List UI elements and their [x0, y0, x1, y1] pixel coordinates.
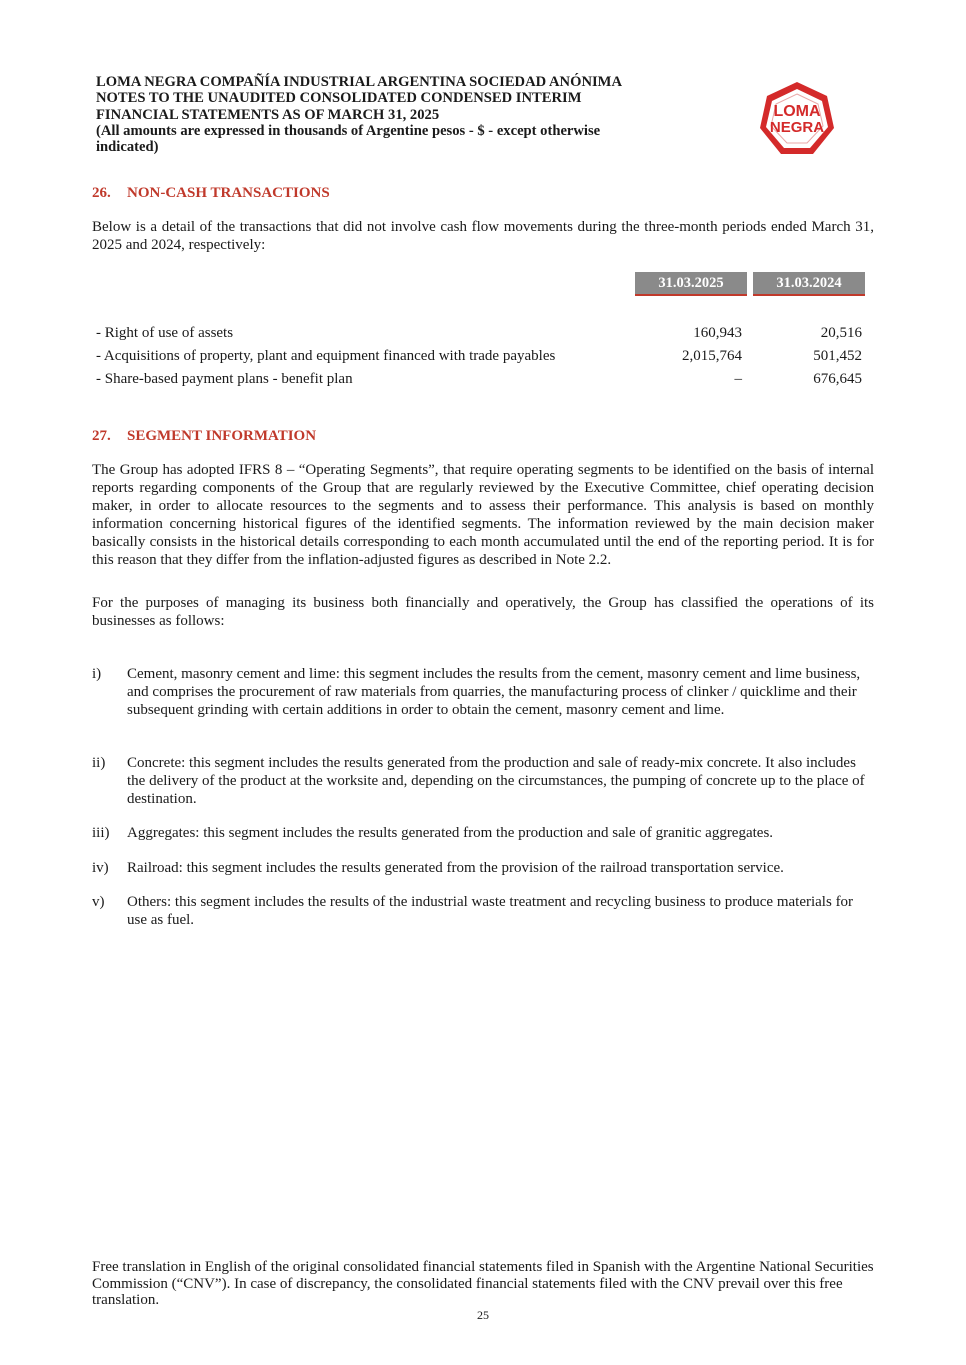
table-row [96, 346, 862, 366]
row-value-2024: 676,645 [813, 371, 862, 387]
row-value-2024: 20,516 [820, 325, 862, 341]
section-26-intro: Below is a detail of the transactions that did not involve cash flow movements during the three-month periods ended March 31, 2025 and 2024, respectively: [92, 219, 874, 253]
row-value-2024: 501,452 [813, 348, 862, 364]
list-item [92, 859, 874, 877]
page-number: 25 [477, 1308, 489, 1322]
section-27-number: 27. [92, 428, 111, 444]
row-value-2025: – [734, 371, 742, 387]
list-item-text: Aggregates: this segment includes the results generated from the production and sale of granitic aggregates. [127, 825, 774, 841]
list-item-text: Railroad: this segment includes the results generated from the provision of the railroad transportation service. [127, 860, 784, 876]
list-item-text: Cement, masonry cement and lime: this segment includes the results from the cement, masonry cement and lime business, and comprises the procurement of raw materials from quarries, the manufacturing process of clinker / quicklime and their subsequent grinding with certain additions in order to obtain the cement, masonry cement and lime. [127, 666, 861, 718]
header-statement-date: FINANCIAL STATEMENTS AS OF MARCH 31, 2025 [96, 106, 440, 123]
header-notes-title: NOTES TO THE UNAUDITED CONSOLIDATED CONDENSED INTERIM [96, 90, 582, 107]
header-company: LOMA NEGRA COMPAÑÍA INDUSTRIAL ARGENTINA SOCIEDAD ANÓNIMA [96, 74, 622, 90]
column-header-2024: 31.03.2024 [753, 272, 865, 296]
section-26-number: 26. [92, 185, 111, 201]
list-item [92, 754, 874, 808]
section-27-title [92, 428, 316, 445]
logo-text-loma: LOMA [773, 103, 821, 120]
list-item-text: Concrete: this segment includes the results generated from the production and sale of ready-mix concrete. It also includes the delivery of the product at the worksite and, depending on the circumstances, the pumping of concrete up to the place of destination. [127, 755, 865, 807]
section-26-title-text: NON-CASH TRANSACTIONS [127, 185, 330, 201]
loma-negra-logo [758, 80, 836, 158]
header-amounts-note-cont: indicated) [96, 139, 159, 156]
list-item [92, 824, 874, 842]
section-27-paragraph-1: The Group has adopted IFRS 8 – “Operating Segments”, that require operating segments to be identified on the basis of internal reports regarding components of the Group that are regularly reviewed by the Executive Committee, chief operating decision maker, in order to allocate resources to the segments and to assess their performance. This analysis is based on monthly information concerning historical figures of the identified segments. The information reviewed by the main decision maker basically consists in the historical details corresponding to each month accumulated until the end of the reporting period. It is for this reason that they differ from the inflation-adjusted figures as described in Note 2.2. [92, 462, 874, 568]
column-header-2025: 31.03.2025 [635, 272, 747, 296]
list-item-marker: v) [92, 894, 105, 910]
table-row [96, 323, 862, 343]
header-amounts-note: (All amounts are expressed in thousands of Argentine pesos - $ - except otherwise [96, 122, 601, 139]
list-item-text: Others: this segment includes the results of the industrial waste treatment and recycling business to produce materials for use as fuel. [127, 894, 854, 928]
list-item [92, 893, 874, 929]
section-27-paragraph-2: For the purposes of managing its business both financially and operatively, the Group has classified the operations of its businesses as follows: [92, 595, 874, 629]
list-item [92, 665, 874, 719]
row-label: - Right of use of assets [96, 325, 234, 341]
section-27-title-text: SEGMENT INFORMATION [127, 428, 317, 444]
list-item-marker: iv) [92, 860, 109, 876]
logo-text-negra: NEGRA [769, 119, 825, 136]
row-label: - Acquisitions of property, plant and equipment financed with trade payables [96, 348, 556, 364]
translation-disclaimer: Free translation in English of the original consolidated financial statements filed in Spanish with the Argentine National Securities Commission (“CNV”). In case of discrepancy, the consolidated financial statements filed with the CNV prevail over this free translation. [92, 1259, 874, 1308]
table-row [96, 369, 862, 389]
document-header [96, 74, 716, 155]
list-item-marker: ii) [92, 755, 106, 771]
section-26-title [92, 185, 330, 202]
list-item-marker: iii) [92, 825, 110, 841]
row-value-2025: 2,015,764 [682, 348, 742, 364]
row-label: - Share-based payment plans - benefit plan [96, 371, 353, 387]
list-item-marker: i) [92, 666, 102, 682]
row-value-2025: 160,943 [693, 325, 742, 341]
